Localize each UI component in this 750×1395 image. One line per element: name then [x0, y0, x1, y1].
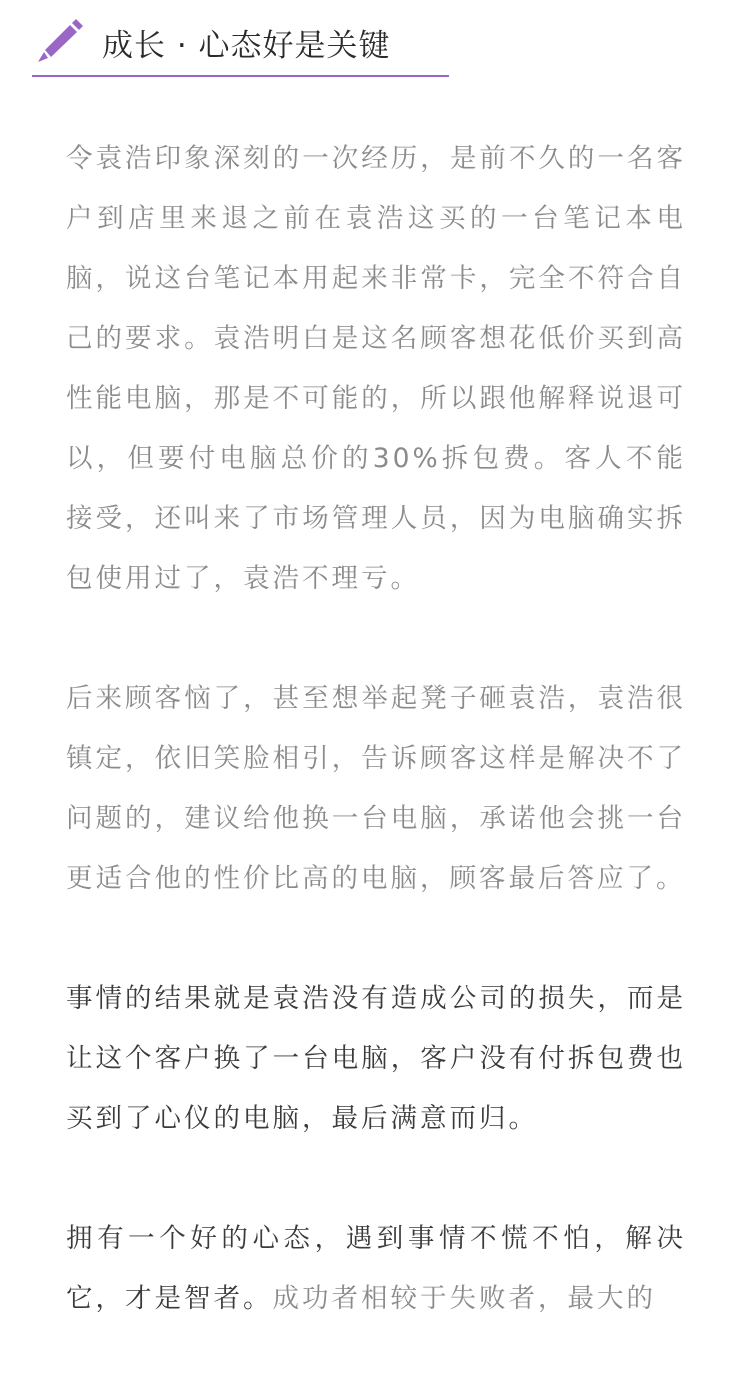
paragraph-1: 令袁浩印象深刻的一次经历，是前不久的一名客户到店里来退之前在袁浩这买的一台笔记本电脑，说这台笔记本用起来非常卡，完全不符合自己的要求。袁浩明白是这名顾客想花低价买到高性能电脑，那是不可能的，所以跟他解释说退可以，但要付电脑总价的30%拆包费。客人不能接受，还叫来了市场管理人员，因为电脑确实拆包使用过了，袁浩不理亏。	[66, 143, 686, 594]
paragraph-4-continuation: 成功者相较于失败者，最大的	[272, 1283, 656, 1314]
section-title: 成长 · 心态好是关键	[102, 28, 391, 64]
paragraph-3: 事情的结果就是袁浩没有造成公司的损失，而是让这个客户换了一台电脑，客户没有付拆包费也买到了心仪的电脑，最后满意而归。	[66, 983, 686, 1134]
paragraph-4	[66, 1209, 686, 1329]
paragraph-2: 后来顾客恼了，甚至想举起凳子砸袁浩，袁浩很镇定，依旧笑脸相引，告诉顾客这样是解决不了问题的，建议给他换一台电脑，承诺他会挑一台更适合他的性价比高的电脑，顾客最后答应了。	[66, 683, 686, 894]
section-header	[0, 0, 750, 80]
paragraph-4-emphasis: 拥有一个好的心态，遇到事情不慌不怕，解决它，才是智者。	[66, 1223, 686, 1314]
pencil-icon	[34, 16, 84, 66]
title-underline	[32, 75, 449, 77]
article-body	[66, 129, 686, 1329]
